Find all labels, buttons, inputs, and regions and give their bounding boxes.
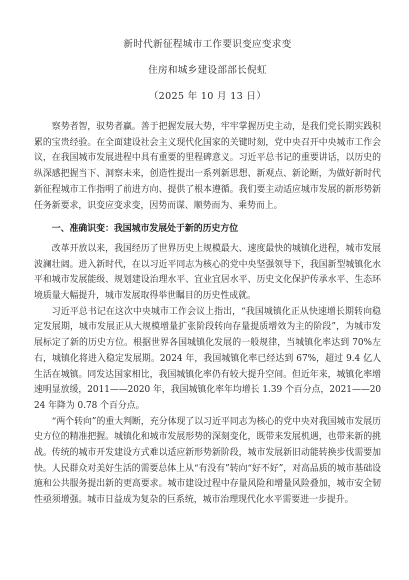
document-title: 新时代新征程城市工作要识变应变求变 — [123, 39, 292, 50]
section-heading: 一、准确识变：我国城市发展处于新的历史方位 — [51, 224, 239, 235]
intro-paragraph: 察势者智，驭势者赢。善于把握发展大势，牢牢掌握历史主动，是我们党长期实践积累的宝贵经验。在全面建设社会主义现代化国家的关键时刻，党中央召开中央城市工作会议，在我国城市发展进程中具有重要的里程碑意义。习近平总书记的重要讲话，以历史的纵深感把握当下、洞察未来，创造性提出一系列新思想、新观点、新论断，为做好新时代新征程城市工作指明了前进方向、提供了根本遵循。我们要主动适应城市发展的新形势新任务新要求，识变应变求变，因势而谋、顺势而为、乘势而上。 — [34, 122, 381, 211]
body-paragraph: 改革开放以来，我国经历了世界历史上规模最大、速度最快的城镇化进程，城市发展波澜壮阔。进入新时代，在以习近平同志为核心的党中央坚强领导下，我国新型城镇化水平和城市发展能级、规划建设治理水平、宜业宜居水平、历史文化保护传承水平、生态环境质量大幅提升，城市发展取得举世瞩目的历史性成就。 — [34, 243, 381, 302]
document-body — [34, 120, 381, 509]
document-date: （2025 年 10 月 13 日） — [148, 91, 267, 102]
body-paragraph: “两个转向”的重大判断，充分体现了以习近平同志为核心的党中央对我国城市发展历史方位的精准把握。城镇化和城市发展形势的深刻变化，既带来发展机遇，也带来新的挑战。传统的城市开发建设方式难以适应新形势新阶段，城市发展新旧动能转换步伐需要加快。人民群众对美好生活的需要总体上从“有没有”转向“好不好”，对高品质的城市基础设施和公共服务提出新的更高要求。城市建设过程中存量风险和增量风险叠加，城市安全韧性亟须增强。城市日益成为复杂的巨系统，城市治理现代化水平需要进一步提升。 — [34, 416, 381, 506]
body-paragraph: 习近平总书记在这次中央城市工作会议上指出，“我国城镇化正从快速增长期转向稳定发展期，城市发展正从大规模增量扩张阶段转向存量提质增效为主的阶段”，为城市发展标定了新的历史方位。根据世界各国城镇化发展的一般规律，当城镇化率达到 70%左右，城镇化将进入稳定发展期。2024 年，我国城镇化率已经达到 67%，超过 9.4 亿人生活在城镇。同发达国家相比，我国城镇化率仍有较大提升空间。但近年来，城镇化率增速明显放缓，2011——2020 年，我国城镇化率年均增长 1.39 个百分点，2021——2024 年降为 0.78 个百分点。 — [34, 306, 381, 411]
document-author: 住房和城乡建设部部长倪虹 — [148, 65, 267, 76]
